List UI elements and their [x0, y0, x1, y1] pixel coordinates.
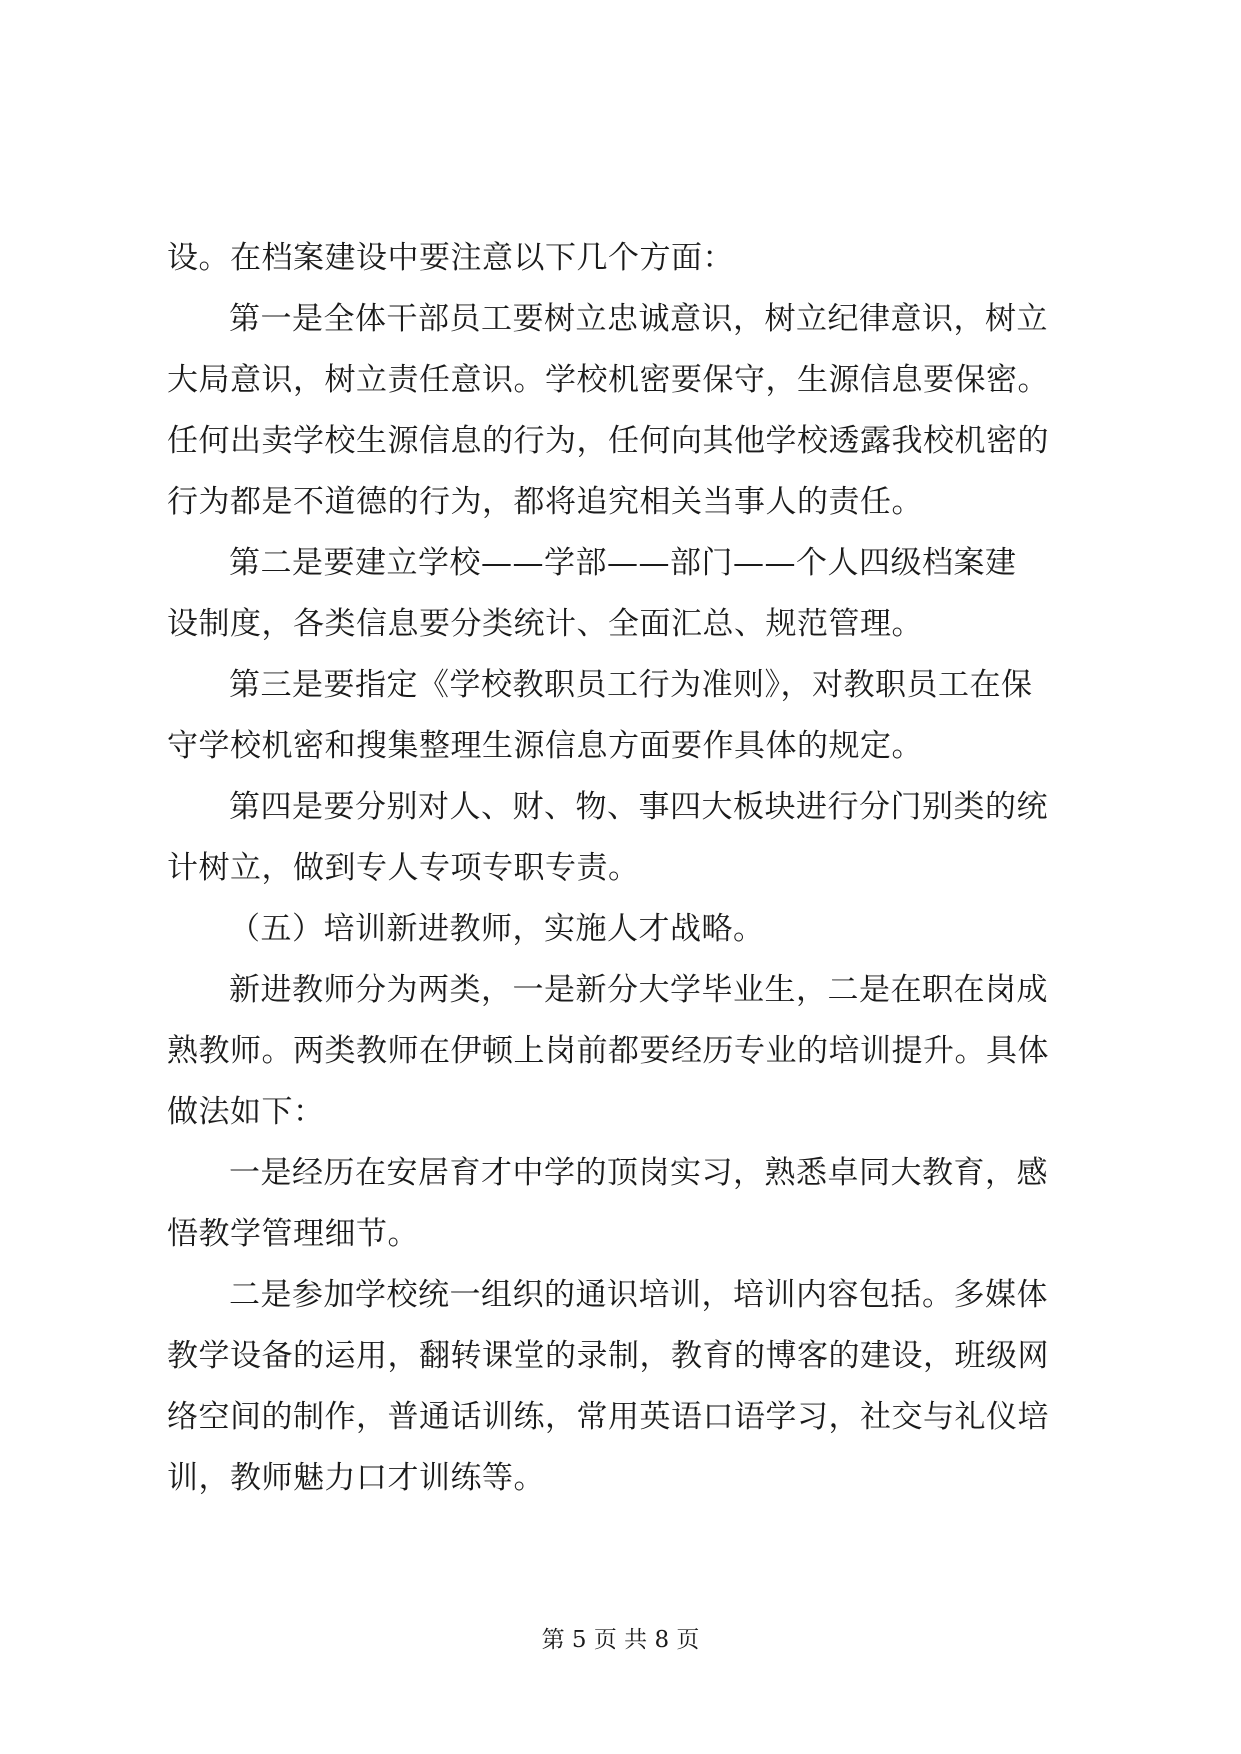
text-line: 二是参加学校统一组织的通识培训，培训内容包括。多媒体: [229, 1277, 1048, 1313]
text-line: 悟教学管理细节。: [167, 1216, 419, 1252]
text-line: 络空间的制作，普通话训练，常用英语口语学习，社交与礼仪培: [167, 1399, 1049, 1435]
text-line: 熟教师。两类教师在伊顿上岗前都要经历专业的培训提升。具体: [167, 1033, 1049, 1069]
text-line: 做法如下：: [167, 1094, 325, 1130]
text-line: 设制度，各类信息要分类统计、全面汇总、规范管理。: [167, 606, 923, 642]
text-line: 大局意识，树立责任意识。学校机密要保守，生源信息要保密。: [167, 362, 1049, 398]
document-body: [167, 228, 1077, 1509]
text-line: 训，教师魅力口才训练等。: [167, 1460, 545, 1496]
text-line: 守学校机密和搜集整理生源信息方面要作具体的规定。: [167, 728, 923, 764]
text-line: 任何出卖学校生源信息的行为，任何向其他学校透露我校机密的: [167, 423, 1049, 459]
text-line: 第二是要建立学校——学部——部门——个人四级档案建: [229, 545, 1017, 581]
text-line: 设。在档案建设中要注意以下几个方面：: [167, 240, 734, 276]
text-line: 第三是要指定《学校教职员工行为准则》，对教职员工在保: [229, 667, 1033, 703]
text-line: （五）培训新进教师，实施人才战略。: [229, 911, 765, 947]
text-line: 行为都是不道德的行为，都将追究相关当事人的责任。: [167, 484, 923, 520]
text-line: 一是经历在安居育才中学的顶岗实习，熟悉卓同大教育，感: [229, 1155, 1048, 1191]
page-number-footer: 第 5 页 共 8 页: [541, 1627, 700, 1653]
text-line: 第一是全体干部员工要树立忠诚意识，树立纪律意识，树立: [229, 301, 1048, 337]
text-line: 第四是要分别对人、财、物、事四大板块进行分门别类的统: [229, 789, 1048, 825]
text-line: 计树立，做到专人专项专职专责。: [167, 850, 640, 886]
text-line: 教学设备的运用，翻转课堂的录制，教育的博客的建设，班级网: [167, 1338, 1049, 1374]
text-line: 新进教师分为两类，一是新分大学毕业生，二是在职在岗成: [229, 972, 1048, 1008]
